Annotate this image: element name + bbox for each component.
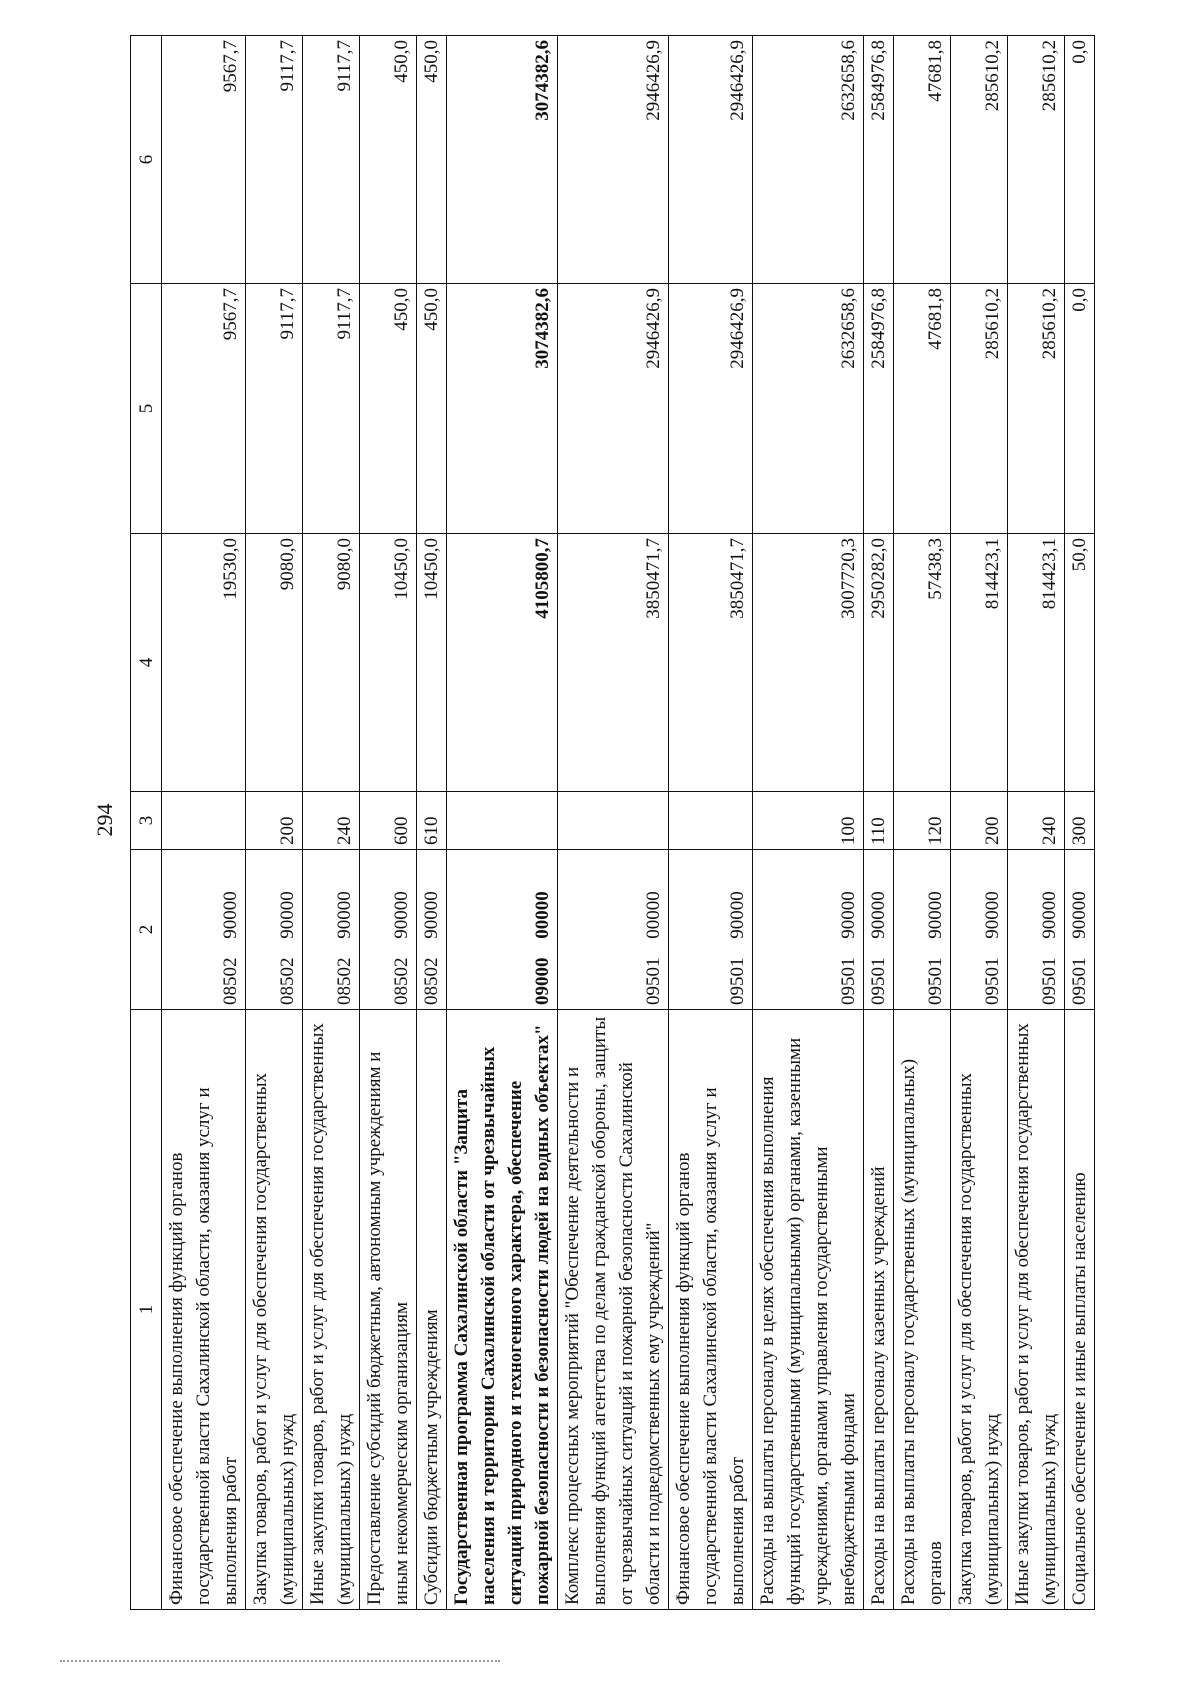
row-type-cell bbox=[558, 792, 669, 850]
header-col-3: 3 bbox=[131, 792, 162, 850]
row-code-cell: 08502 90000 bbox=[303, 850, 360, 1010]
row-value-col4-cell: 10450,0 bbox=[417, 534, 447, 792]
row-value-col6-cell: 9117,7 bbox=[246, 36, 303, 284]
row-value-col4-cell: 10450,0 bbox=[360, 534, 417, 792]
row-value-col6-cell: 9117,7 bbox=[303, 36, 360, 284]
row-value-col6-cell: 9567,7 bbox=[162, 36, 246, 284]
row-type-cell: 600 bbox=[360, 792, 417, 850]
row-code-cell: 09501 90000 bbox=[669, 850, 753, 1010]
row-value-col4-cell: 50,0 bbox=[1065, 534, 1095, 792]
row-value-col5-cell: 47681,8 bbox=[894, 284, 951, 534]
budget-table bbox=[130, 35, 1095, 1610]
rotated-document-page bbox=[80, 20, 1180, 1620]
row-value-col6-cell: 285610,2 bbox=[951, 36, 1008, 284]
row-name-cell: Социальное обеспечение и иные выплаты населению bbox=[1065, 1010, 1095, 1610]
row-value-col5-cell: 3074382,6 bbox=[447, 284, 558, 534]
row-value-col4-cell: 2950282,0 bbox=[864, 534, 894, 792]
table-row bbox=[1008, 36, 1065, 1610]
row-type-cell bbox=[669, 792, 753, 850]
row-value-col6-cell: 2584976,8 bbox=[864, 36, 894, 284]
row-code-cell: 09501 90000 bbox=[1065, 850, 1095, 1010]
row-value-col5-cell: 2584976,8 bbox=[864, 284, 894, 534]
row-value-col5-cell: 285610,2 bbox=[951, 284, 1008, 534]
row-type-cell: 240 bbox=[303, 792, 360, 850]
row-value-col6-cell: 47681,8 bbox=[894, 36, 951, 284]
row-name-cell: Иные закупки товаров, работ и услуг для обеспечения государственных (муниципальных) нужд bbox=[303, 1010, 360, 1610]
row-value-col5-cell: 0,0 bbox=[1065, 284, 1095, 534]
row-code-cell: 09501 90000 bbox=[894, 850, 951, 1010]
row-name-cell: Финансовое обеспечение выполнения функций органов государственной власти Сахалинской области, оказания услуг и выполнения работ bbox=[162, 1010, 246, 1610]
table-row bbox=[246, 36, 303, 1610]
row-value-col5-cell: 450,0 bbox=[417, 284, 447, 534]
table-row bbox=[303, 36, 360, 1610]
row-value-col4-cell: 19530,0 bbox=[162, 534, 246, 792]
header-col-2: 2 bbox=[131, 850, 162, 1010]
row-type-cell: 100 bbox=[753, 792, 864, 850]
row-value-col4-cell: 814423,1 bbox=[951, 534, 1008, 792]
scan-artifact-line bbox=[60, 1660, 500, 1662]
row-code-cell: 08502 90000 bbox=[162, 850, 246, 1010]
row-name-cell: Финансовое обеспечение выполнения функций органов государственной власти Сахалинской области, оказания услуг и выполнения работ bbox=[669, 1010, 753, 1610]
row-value-col6-cell: 2632658,6 bbox=[753, 36, 864, 284]
row-type-cell: 300 bbox=[1065, 792, 1095, 850]
row-value-col5-cell: 9117,7 bbox=[246, 284, 303, 534]
row-type-cell: 200 bbox=[246, 792, 303, 850]
row-value-col4-cell: 814423,1 bbox=[1008, 534, 1065, 792]
row-type-cell: 110 bbox=[864, 792, 894, 850]
row-value-col5-cell: 2632658,6 bbox=[753, 284, 864, 534]
row-code-cell: 09000 00000 bbox=[447, 850, 558, 1010]
row-value-col5-cell: 9567,7 bbox=[162, 284, 246, 534]
row-value-col5-cell: 9117,7 bbox=[303, 284, 360, 534]
table-row bbox=[753, 36, 864, 1610]
row-name-cell: Расходы на выплаты персоналу государственных (муниципальных) органов bbox=[894, 1010, 951, 1610]
row-code-cell: 09501 00000 bbox=[558, 850, 669, 1010]
row-value-col6-cell: 3074382,6 bbox=[447, 36, 558, 284]
row-value-col5-cell: 2946426,9 bbox=[669, 284, 753, 534]
row-code-cell: 09501 90000 bbox=[1008, 850, 1065, 1010]
table-row bbox=[558, 36, 669, 1610]
row-value-col4-cell: 57438,3 bbox=[894, 534, 951, 792]
row-name-cell: Закупка товаров, работ и услуг для обеспечения государственных (муниципальных) нужд bbox=[951, 1010, 1008, 1610]
row-value-col5-cell: 285610,2 bbox=[1008, 284, 1065, 534]
row-value-col5-cell: 2946426,9 bbox=[558, 284, 669, 534]
row-value-col4-cell: 3850471,7 bbox=[558, 534, 669, 792]
row-name-cell: Иные закупки товаров, работ и услуг для обеспечения государственных (муниципальных) нужд bbox=[1008, 1010, 1065, 1610]
table-row bbox=[951, 36, 1008, 1610]
row-type-cell: 240 bbox=[1008, 792, 1065, 850]
row-name-cell: Комплекс процессных мероприятий "Обеспечение деятельности и выполнения функций агентства по делам гражданской обороны, защиты от чрезвычайных ситуаций и пожарной безопасности Сахалинской области и подведомственных ему учреждений" bbox=[558, 1010, 669, 1610]
row-value-col4-cell: 9080,0 bbox=[303, 534, 360, 792]
table-row bbox=[360, 36, 417, 1610]
row-value-col6-cell: 0,0 bbox=[1065, 36, 1095, 284]
row-name-cell: Закупка товаров, работ и услуг для обеспечения государственных (муниципальных) нужд bbox=[246, 1010, 303, 1610]
row-type-cell: 200 bbox=[951, 792, 1008, 850]
table-body bbox=[162, 36, 1095, 1610]
row-code-cell: 08502 90000 bbox=[360, 850, 417, 1010]
row-value-col6-cell: 2946426,9 bbox=[669, 36, 753, 284]
table-row bbox=[417, 36, 447, 1610]
row-name-cell: Расходы на выплаты персоналу в целях обеспечения выполнения функций государственными (муниципальными) органами, казенными учреждениями, органами управления государственными внебюджетными фондами bbox=[753, 1010, 864, 1610]
table-row bbox=[864, 36, 894, 1610]
row-value-col4-cell: 4105800,7 bbox=[447, 534, 558, 792]
row-value-col4-cell: 3850471,7 bbox=[669, 534, 753, 792]
table-row bbox=[669, 36, 753, 1610]
table-row bbox=[1065, 36, 1095, 1610]
row-value-col6-cell: 450,0 bbox=[360, 36, 417, 284]
row-value-col6-cell: 450,0 bbox=[417, 36, 447, 284]
row-type-cell: 610 bbox=[417, 792, 447, 850]
table-row bbox=[447, 36, 558, 1610]
row-type-cell bbox=[162, 792, 246, 850]
row-code-cell: 09501 90000 bbox=[951, 850, 1008, 1010]
row-code-cell: 09501 90000 bbox=[864, 850, 894, 1010]
header-col-6: 6 bbox=[131, 36, 162, 284]
table-row bbox=[162, 36, 246, 1610]
row-name-cell: Расходы на выплаты персоналу казенных учреждений bbox=[864, 1010, 894, 1610]
row-type-cell bbox=[447, 792, 558, 850]
table-header-row bbox=[131, 36, 162, 1610]
header-col-1: 1 bbox=[131, 1010, 162, 1610]
row-name-cell: Предоставление субсидий бюджетным, автономным учреждениям и иным некоммерческим организациям bbox=[360, 1010, 417, 1610]
row-value-col6-cell: 2946426,9 bbox=[558, 36, 669, 284]
row-value-col5-cell: 450,0 bbox=[360, 284, 417, 534]
header-col-5: 5 bbox=[131, 284, 162, 534]
row-code-cell: 09501 90000 bbox=[753, 850, 864, 1010]
row-value-col6-cell: 285610,2 bbox=[1008, 36, 1065, 284]
page-number: 294 bbox=[92, 803, 117, 837]
header-col-4: 4 bbox=[131, 534, 162, 792]
table-row bbox=[894, 36, 951, 1610]
row-type-cell: 120 bbox=[894, 792, 951, 850]
row-code-cell: 08502 90000 bbox=[246, 850, 303, 1010]
row-code-cell: 08502 90000 bbox=[417, 850, 447, 1010]
row-value-col4-cell: 3007720,3 bbox=[753, 534, 864, 792]
row-value-col4-cell: 9080,0 bbox=[246, 534, 303, 792]
row-name-cell: Субсидии бюджетным учреждениям bbox=[417, 1010, 447, 1610]
row-name-cell: Государственная программа Сахалинской области "Защита населения и территории Сахалинской области от чрезвычайных ситуаций природного и техногенного характера, обеспечение пожарной безопасности и безопасности людей на водных объектах" bbox=[447, 1010, 558, 1610]
